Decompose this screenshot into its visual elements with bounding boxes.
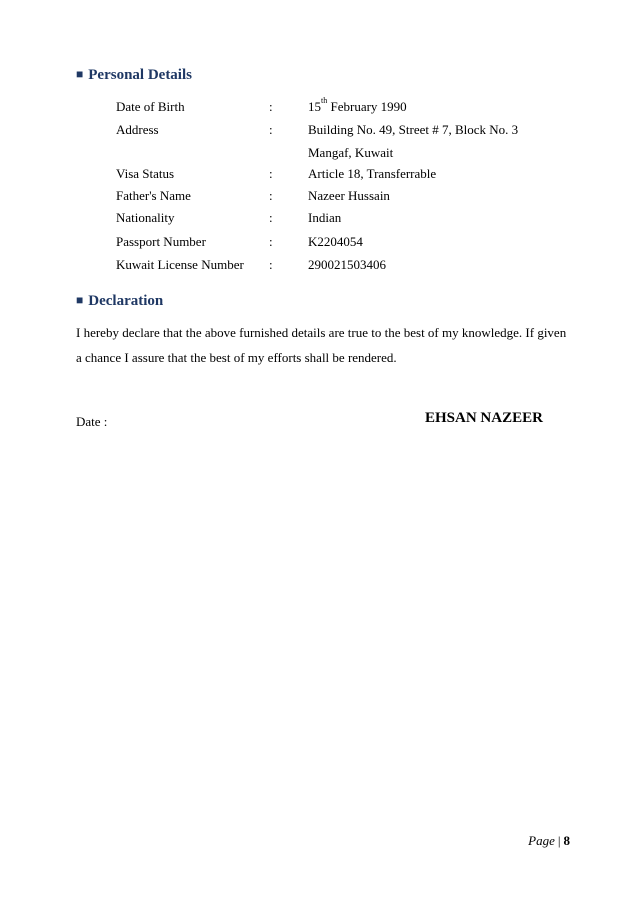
- dob-day: 15: [308, 99, 321, 114]
- dob-ordinal: th: [321, 96, 328, 105]
- date-label: Date :: [76, 414, 108, 429]
- declaration-line: I hereby declare that the above furnished details are true to the best of my knowledge. If given: [76, 325, 567, 340]
- detail-label: Date of Birth: [116, 99, 185, 114]
- detail-label: Father's Name: [116, 188, 191, 203]
- personal-details-heading: [76, 67, 192, 84]
- detail-colon: :: [269, 188, 273, 203]
- page-number: 8: [563, 833, 570, 848]
- detail-colon: :: [269, 210, 273, 225]
- square-bullet-icon: ■: [76, 67, 84, 81]
- signatory-name: EHSAN NAZEER: [425, 410, 543, 426]
- detail-label: Nationality: [116, 210, 175, 225]
- declaration-text: [76, 320, 576, 370]
- detail-label: Passport Number: [116, 234, 206, 249]
- detail-row-passport: [0, 234, 638, 254]
- declaration-line: a chance I assure that the best of my efforts shall be rendered.: [76, 350, 397, 365]
- detail-row-visa: [0, 166, 638, 186]
- detail-row-father: [0, 188, 638, 208]
- section-title: Personal Details: [88, 67, 192, 83]
- detail-row-address-cont: [0, 145, 638, 165]
- detail-label: Visa Status: [116, 166, 175, 181]
- detail-label: Address: [116, 122, 159, 137]
- dob-month-year: February 1990: [327, 99, 407, 114]
- detail-value: Nazeer Hussain: [308, 188, 390, 203]
- detail-value: Indian: [308, 210, 342, 225]
- detail-value: K2204054: [308, 234, 363, 249]
- detail-colon: :: [269, 257, 273, 272]
- detail-label: Kuwait License Number: [116, 257, 244, 272]
- detail-row-license: [0, 257, 638, 277]
- detail-value: Building No. 49, Street # 7, Block No. 3: [308, 122, 519, 137]
- detail-row-address: [0, 122, 638, 142]
- detail-colon: :: [269, 99, 273, 114]
- page-label: Page: [528, 833, 555, 848]
- page-separator: |: [557, 833, 561, 848]
- declaration-heading: [76, 293, 163, 310]
- detail-value: [308, 96, 407, 115]
- detail-colon: :: [269, 234, 273, 249]
- detail-colon: :: [269, 122, 273, 137]
- detail-value: 290021503406: [308, 257, 386, 272]
- square-bullet-icon: ■: [76, 293, 84, 307]
- detail-value: Article 18, Transferrable: [308, 166, 437, 181]
- detail-colon: :: [269, 166, 273, 181]
- detail-row-nationality: [0, 210, 638, 230]
- page-footer: [528, 833, 570, 849]
- detail-row-dob: [0, 96, 638, 119]
- section-title: Declaration: [88, 293, 164, 309]
- detail-value: Mangaf, Kuwait: [308, 145, 394, 160]
